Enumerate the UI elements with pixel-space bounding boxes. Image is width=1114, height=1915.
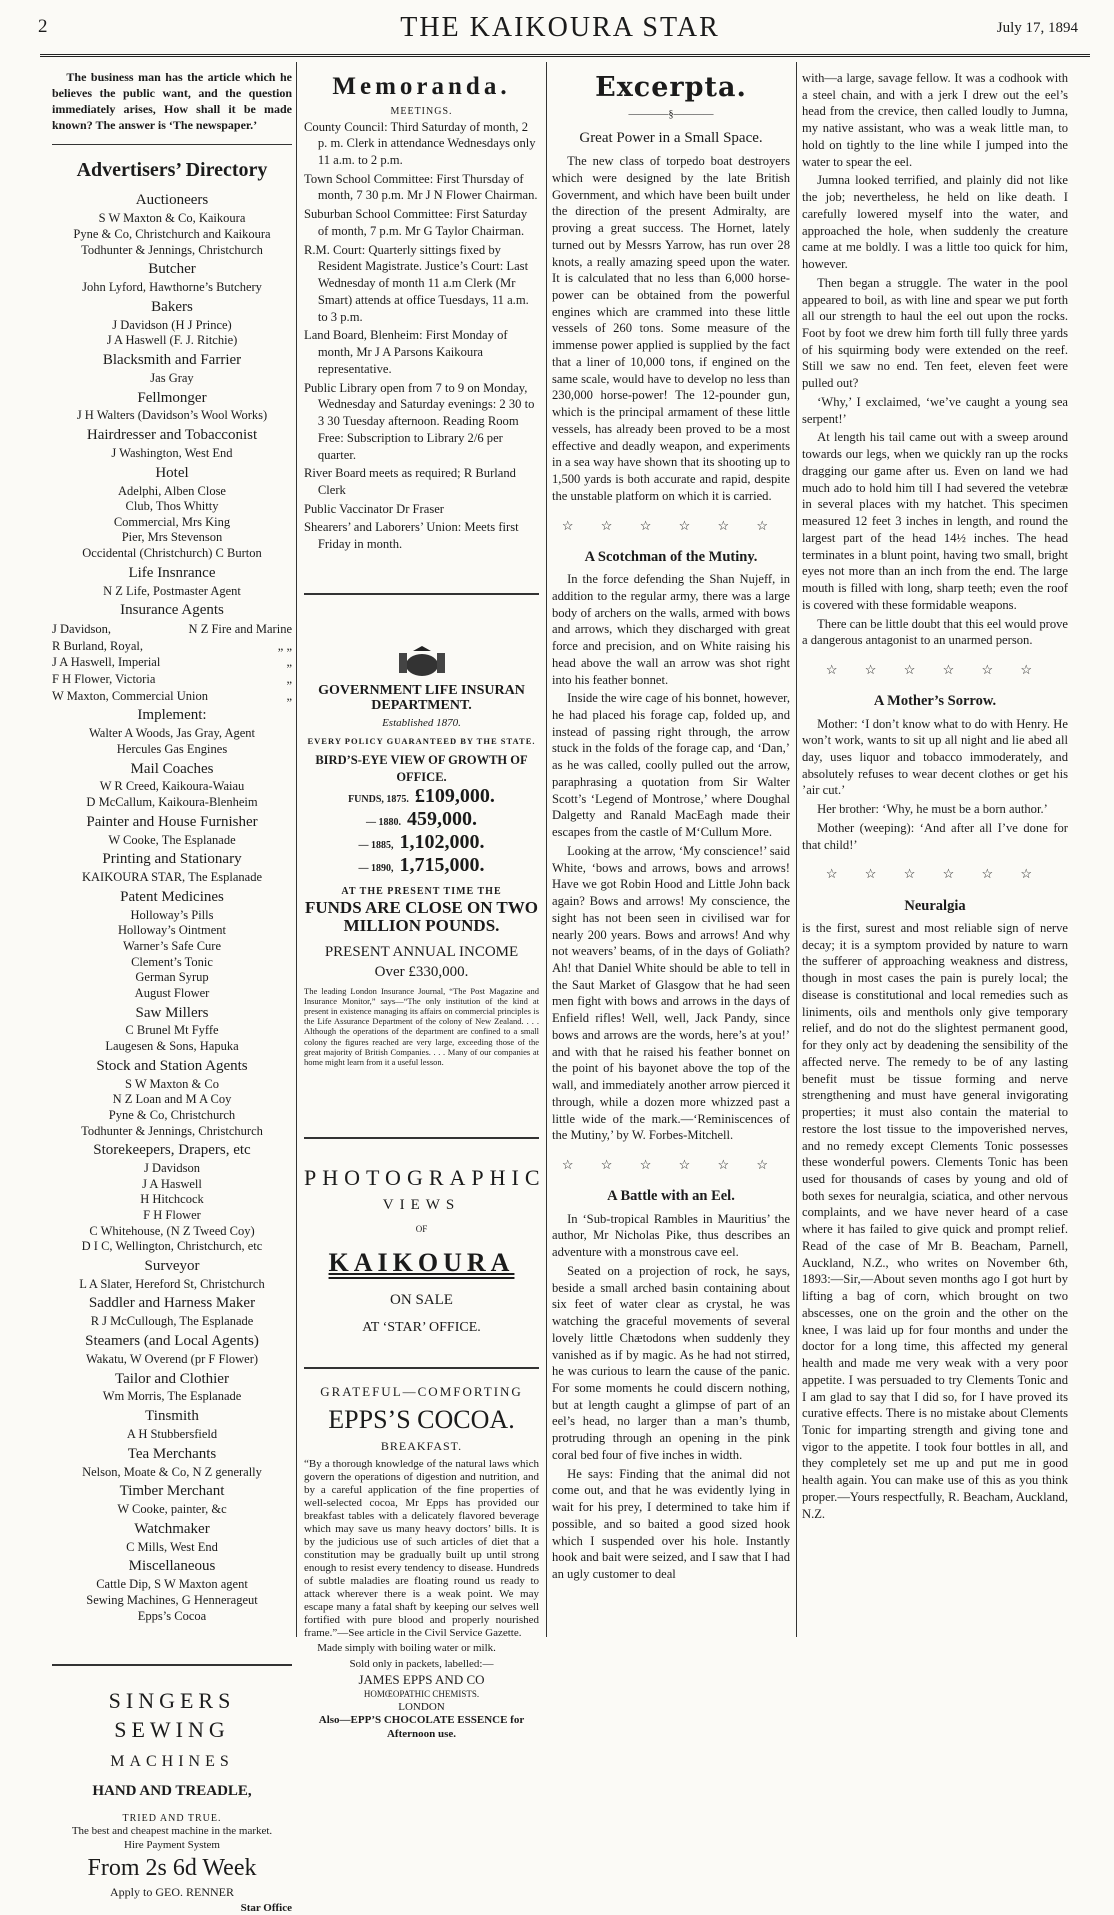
epps-grateful: GRATEFUL—COMFORTING <box>320 1384 523 1400</box>
insurance-agent-company: „ „ <box>277 638 292 653</box>
directory-entry: Epps’s Cocoa <box>137 1608 207 1623</box>
directory-category: Miscellaneous <box>128 1558 216 1575</box>
column-1 <box>52 70 292 1914</box>
article-title: A Mother’s Sorrow. <box>873 693 997 710</box>
directory-entry: Club, Thos Whitty <box>125 499 219 514</box>
coat-of-arms-icon <box>387 645 457 679</box>
directory-entry: D McCallum, Kaikoura-Blenheim <box>86 795 258 810</box>
directory-entry: Wakatu, W Overend (pr F Flower) <box>85 1351 259 1366</box>
stars-divider: ☆ ☆ ☆ ☆ ☆ ☆ <box>561 1157 781 1173</box>
photo-on-sale: ON SALE <box>390 1291 453 1308</box>
directory-category: Hairdresser and Tobacconist <box>86 427 258 444</box>
column-2 <box>304 70 546 1741</box>
gov-guarantee: EVERY POLICY GUARANTEED BY THE STATE. <box>307 736 536 747</box>
directory-entry: Todhunter & Jennings, Christchurch <box>81 242 263 257</box>
newspaper-title: THE KAIKOURA STAR <box>400 12 720 43</box>
directory-entry: Nelson, Moate & Co, N Z generally <box>82 1464 262 1479</box>
directory-category: Steamers (and Local Agents) <box>85 1332 259 1349</box>
divider <box>304 1137 539 1139</box>
directory-entry: Occidental (Christchurch) C Burton <box>82 546 262 561</box>
directory-entry: Walter A Woods, Jas Gray, Agent <box>88 726 256 741</box>
insurance-agent-name: W Maxton, Commercial Union <box>52 688 208 703</box>
article-paragraph: ‘Why,’ I exclaimed, ‘we’ve caught a young sea serpent!’ <box>802 394 1068 426</box>
article-paragraph: In the force defending the Shan Nujeff, in addition to the regular army, there was a large body of archers on the walls, armed with bows and arrows, which they discharged with great force and precision, and on White raising his head above the wall an arrow was shot right into his feather bonnet. <box>552 572 790 687</box>
directory-entry: Pier, Mrs Stevenson <box>121 530 223 545</box>
funds-amount: 1,102,000. <box>399 831 485 854</box>
insurance-agent-row <box>52 671 292 688</box>
epps-firm: JAMES EPPS AND CO <box>358 1672 485 1688</box>
directory-entry: Commercial, Mrs King <box>113 514 231 529</box>
singer-office: Star Office <box>240 1901 292 1914</box>
directory-entry: J Davidson (H J Prince) <box>112 317 232 332</box>
memoranda-list <box>304 119 539 553</box>
intro-paragraph: The business man has the article which he believes the public want, and the question immediately arises, How shall it be made known? The answer is ‘The newspaper.’ <box>52 70 292 132</box>
directory-entry: Pyne & Co, Christchurch and Kaikoura <box>73 226 271 241</box>
directory-entry: C Whitehouse, (N Z Tweed Coy) <box>89 1223 255 1238</box>
directory-entry: Cattle Dip, S W Maxton agent <box>96 1577 248 1592</box>
article-paragraph: Then began a struggle. The water in the pool appeared to boil, as with line and spear we put forth all our strength to haul the eel out upon the rocks. Foot by foot we drew him forth till fully three yards of his squirming body were extended on the reef. Still we saw no end. Ten feet, eleven feet were pulled out? <box>802 275 1068 391</box>
insurance-agent-company: „ <box>286 688 292 703</box>
directory-entry: S W Maxton & Co <box>125 1076 219 1091</box>
epps-sold: Sold only in packets, labelled:— <box>349 1657 494 1670</box>
funds-amount: 459,000. <box>407 808 477 831</box>
article-paragraph: is the first, surest and most reliable sign of nerve decay; it is a symptom provided by nature to warn the sufferer of approaching weakness and distress, though in most cases the pain is purely local; the disease is constitutional and local remedies such as liniments, oils and menthols only give temporary relief, and do not do the slightest permanent good, for they only act by deadening the sensibility of the affected nerve. The remedy to be of any lasting benefit must be tissue forming and nerve strengthening and must have general invigorating properties; it must also contain the material to restore the lost tissue to the impoverished nerves, and no remedy except Clements Tonic possesses these wonderful powers. Clements Tonic has been used for thousands of cases by young and old of both sexes for neuralgia, sciatica, and other nervous complaints, and we have never heard of a case where it has failed to give quick and prompt relief. Read of the case of Mr B. Beacham, Parnell, Auckland, N.Z., who writes on November 6th, 1893:—Sir,—About seven months ago I got hurt by lifting a bag of corn, which brought on two abscesses, one on the groin and the other on the knee, I was laid up for four months and under the doctor for a long time, this affected my general health and made me very weak with a very poor appetite. I was persuaded to try Clements Tonic and I am glad to say that I did so, for I have proved its curative effects. There is no mistake about Clements Tonic for imparting strength and giving tone and vigor to the appetite. I took four bottles in all, and they completely set me up and put me in good health again. You can make use of this as you think proper.—Yours respectfully, R. Beacham, Auckland, N.Z. <box>802 920 1068 1521</box>
photo-office: AT ‘STAR’ OFFICE. <box>362 1319 481 1335</box>
directory-category: Implement: <box>137 707 207 724</box>
epps-chemists: HOMŒOPATHIC CHEMISTS. <box>363 1688 480 1699</box>
directory-entry: R J McCullough, The Esplanade <box>90 1314 254 1329</box>
directory-entry: W R Creed, Kaikoura-Waiau <box>99 779 245 794</box>
article-paragraph: In ‘Sub-tropical Rambles in Mauritius’ the author, Mr Nicholas Pike, thus describes an adventure with a monstrous cave eel. <box>552 1211 790 1260</box>
gov-funds-list <box>304 785 539 877</box>
directory-entry: Todhunter & Jennings, Christchurch <box>81 1123 263 1138</box>
directory-entry: J A Haswell <box>142 1176 202 1191</box>
article-paragraph: with—a large, savage fellow. It was a codhook with a steel chain, and with a jerk I drew out the eel’s head from the crevice, then called loudly to Jumna, my native assistant, who was a weak little man, to hold on tightly to the line while I jumped into the water to spear the eel. <box>802 71 1068 169</box>
directory-category: Butcher <box>148 261 196 278</box>
stars-divider: ☆ ☆ ☆ ☆ ☆ ☆ <box>825 661 1045 677</box>
directory-category: Saddler and Harness Maker <box>88 1295 256 1312</box>
directory-category: Stock and Station Agents <box>96 1057 248 1074</box>
funds-year: FUNDS, 1875. <box>348 794 409 806</box>
column-rule <box>796 62 797 1637</box>
divider <box>52 1664 292 1666</box>
article-paragraph: Inside the wire cage of his bonnet, however, he had placed his forage cap, folded up, and instead of passing right through, the arrow stuck in the folds of the forage cap, and ‘Dan,’ as he was called, coolly pulled out the arrow, paraphrasing a quotation from Sir Walter Scott’s ‘Legend of Montrose,’ where Doughal Dalgetty and Ranald MacEagh made their escapes from the castle of M‘Cullum More. <box>552 691 790 840</box>
meetings-heading: MEETINGS. <box>390 106 453 118</box>
section-separator: ————§———— <box>628 108 714 120</box>
article-paragraph: Mother (weeping): ‘And after all I’ve done for that child!’ <box>802 820 1068 852</box>
funds-amount: 1,715,000. <box>399 854 485 877</box>
article-title: A Scotchman of the Mutiny. <box>584 548 758 565</box>
directory-entry: Pyne & Co, Christchurch <box>108 1107 236 1122</box>
column-4 <box>802 70 1068 1635</box>
directory-entry: Laugesen & Sons, Hapuka <box>105 1039 239 1054</box>
directory-entry: Warner’s Safe Cure <box>122 939 222 954</box>
insurance-agent-row <box>52 638 292 655</box>
memoranda-entry: Public Vaccinator Dr Fraser <box>304 501 445 516</box>
directory-category: Watchmaker <box>134 1520 210 1537</box>
directory-entry: John Lyford, Hawthorne’s Butchery <box>82 280 262 295</box>
memoranda-entry: Town School Committee: First Thursday of month, 7 30 p.m. Mr J N Flower Chairman. <box>304 171 538 203</box>
gov-annual: PRESENT ANNUAL INCOME <box>324 944 519 961</box>
article-paragraph: Jumna looked terrified, and plainly did not like the job; nevertheless, he held on like death. I carefully lowered myself into the water, and approached the hole, when suddenly the creature came at me boldly. I was a little too quick for him, however. <box>802 173 1068 272</box>
photo-title: PHOTOGRAPHIC <box>304 1165 546 1191</box>
column-rule <box>296 62 297 1637</box>
article-paragraph: Mother: ‘I don’t know what to do with Henry. He won’t work, wants to sit up all night and lie abed all day, uses liquor and tobacco immoderately, and absolutely refuses to wear decent clothes or get his ’air cut.’ <box>802 716 1068 798</box>
gov-department: DEPARTMENT. <box>371 698 472 714</box>
singer-tried: TRIED AND TRUE. <box>122 1812 222 1824</box>
funds-row <box>304 831 539 854</box>
directory-entry: Hercules Gas Engines <box>116 741 228 756</box>
article-paragraph: Seated on a projection of rock, he says, beside a small arched basin containing about six feet of water clear as crystal, he was watching the graceful movements of several lovely little Chætodons when suddenly they vanished as if by magic. As he had not stirred, he was curious to learn the cause of the panic. For some moments he could discern nothing, but at length caught a glimpse of part of an eel’s head, no larger than a man’s thumb, protruding through an opening in the pink coral bed four of five inches in width. <box>552 1263 790 1462</box>
directory-entry: F H Flower <box>143 1207 201 1222</box>
directory-entry: S W Maxton & Co, Kaikoura <box>98 211 246 226</box>
singer-advert <box>52 1686 292 1915</box>
memoranda-title: Memoranda. <box>332 73 511 100</box>
insurance-agent-company: N Z Fire and Marine <box>188 622 292 637</box>
directory-category: Bakers <box>151 298 193 315</box>
memoranda-entry: Shearers’ and Laborers’ Union: Meets first Friday in month. <box>304 520 519 552</box>
directory-entry: J A Haswell (F. J. Ritchie) <box>106 333 238 348</box>
directory-category: Patent Medicines <box>120 888 224 905</box>
photo-kaikoura: KAIKOURA <box>328 1248 515 1278</box>
gov-present: AT THE PRESENT TIME THE <box>341 886 502 898</box>
insurance-agent-row <box>52 688 292 705</box>
directory-category: Blacksmith and Farrier <box>102 351 242 368</box>
directory-entry: Holloway’s Ointment <box>118 923 226 938</box>
divider <box>304 1367 539 1369</box>
directory-category: Storekeepers, Drapers, etc <box>93 1142 251 1159</box>
singer-best: The best and cheapest machine in the market. <box>71 1825 273 1838</box>
column-3 <box>552 70 790 1635</box>
memoranda-entry: R.M. Court: Quarterly sittings fixed by Resident Magistrate. Justice’s Court: Last Wednesday of month 11 a.m Clerk (Mr Smart) attends at office Tuesdays, 11 a.m. to 3 p.m. <box>304 242 529 324</box>
directory-title: Advertisers’ Directory <box>76 158 268 181</box>
directory-category: Timber Merchant <box>119 1483 225 1500</box>
page-number: 2 <box>38 16 48 37</box>
stars-divider: ☆ ☆ ☆ ☆ ☆ ☆ <box>825 866 1045 882</box>
directory-entry: Clement’s Tonic <box>131 954 213 969</box>
directory-category: Insurance Agents <box>120 602 224 619</box>
funds-row <box>304 808 539 831</box>
excerpta-title: Excerpta. <box>595 72 747 103</box>
directory-category: Printing and Stationary <box>102 851 242 868</box>
singer-title: SINGERS SEWING <box>108 1688 236 1743</box>
directory-entry: N Z Loan and M A Coy <box>112 1092 232 1107</box>
government-insurance-advert <box>304 645 539 1067</box>
epps-london: LONDON <box>398 1700 445 1713</box>
directory-category: Auctioneers <box>135 192 209 209</box>
article-title: Great Power in a Small Space. <box>579 130 763 147</box>
funds-year: — 1890, <box>358 863 394 875</box>
directory-entry: Jas Gray <box>150 370 194 385</box>
epps-cocoa-advert <box>304 1383 539 1741</box>
insurance-agent-company: „ <box>286 672 292 687</box>
issue-date: July 17, 1894 <box>996 20 1078 36</box>
memoranda-entry: Land Board, Blenheim: First Monday of month, Mr J A Parsons Kaikoura representative. <box>304 328 508 376</box>
directory-list <box>52 706 292 1624</box>
article-title: Neuralgia <box>904 897 966 914</box>
funds-row <box>304 854 539 877</box>
directory-category: Tinsmith <box>145 1408 199 1425</box>
directory-entry: Wm Morris, The Esplanade <box>102 1389 242 1404</box>
directory-entry: J Davidson <box>144 1161 200 1176</box>
article-paragraph: He says: Finding that the animal did not come out, and that he was evidently lying in wait for his prey, I determined to take him if possible, and so baited a good sized hook which I suspended over his hole. Instantly hook and bait were seized, and I saw that I had an ugly customer to deal <box>552 1466 790 1582</box>
directory-entry: C Brunel Mt Fyffe <box>125 1023 219 1038</box>
directory-category: Fellmonger <box>137 389 207 406</box>
stars-divider: ☆ ☆ ☆ ☆ ☆ ☆ <box>561 517 781 533</box>
memoranda-entry: Public Library open from 7 to 9 on Monday, Wednesday and Saturday evenings: 2 30 to 3 30 Tuesday afternoon. Reading Room Free: Subscription to Library 2/6 per quarter. <box>304 380 535 462</box>
epps-title: EPPS’S COCOA. <box>328 1404 515 1434</box>
epps-breakfast: BREAKFAST. <box>380 1439 463 1454</box>
singer-apply: Apply to GEO. RENNER <box>110 1884 234 1899</box>
funds-amount: £109,000. <box>414 785 495 808</box>
directory-category: Tailor and Clothier <box>115 1370 229 1387</box>
directory-entry: German Syrup <box>135 970 209 985</box>
directory-category: Saw Millers <box>135 1004 209 1021</box>
directory-entry: L A Slater, Hereford St, Christchurch <box>79 1276 265 1291</box>
directory-category: Tea Merchants <box>127 1445 217 1462</box>
gov-established: Established 1870. <box>382 716 461 729</box>
memoranda-entry: County Council: Third Saturday of month, 2 p. m. Clerk in attendance Wednesdays only 11 a.m. to 2 p.m. <box>304 119 536 168</box>
funds-row <box>304 785 539 808</box>
directory-list <box>52 191 292 599</box>
insurance-agent-name: J Davidson, <box>52 622 112 637</box>
masthead-rule <box>40 54 1090 57</box>
masthead <box>30 6 1090 44</box>
directory-entry: Sewing Machines, G Hennerageut <box>86 1592 258 1607</box>
directory-entry: C Mills, West End <box>126 1539 218 1554</box>
directory-entry: N Z Life, Postmaster Agent <box>103 583 241 598</box>
article-paragraph: At length his tail came out with a sweep around towards our legs, when we quickly ran up the rocks dragging our game after us. Even on land we had much ado to hold him till I had severed the vetebræ in several places with my hatchet. This specimen measured 12 feet 3 inches in length, and round the largest part of the head 14½ inches. The head terminates in a blunt point, having two small, bright eyes not more than an inch from the end. The large mouth is filled with long, sharp teeth; even the roof is covered with these formidable weapons. <box>802 430 1068 612</box>
epps-body: “By a thorough knowledge of the natural laws which govern the operations of digestion and nutrition, and by a careful application of the fine properties of well-selected cocoa, Mr Epps has provided our breakfast tables with a delicately flavored beverage which may save us many heavy doctors’ bills. It is by the judicious use of such articles of diet that a constitution may be gradually built up until strong enough to resist every tendency to disease. Hundreds of subtle maladies are floating round us ready to attack wherever there is a weak point. We may escape many a fatal shaft by keeping our selves well fortified with pure blood and properly nourished frame.”—See article in the Civil Service Gazette. <box>304 1458 539 1639</box>
directory-category: Surveyor <box>144 1257 200 1274</box>
divider <box>304 593 539 595</box>
epps-made: Made simply with boiling water or milk. <box>317 1641 496 1654</box>
photo-views: VIEWS <box>382 1197 461 1214</box>
gov-over: Over £330,000. <box>374 964 469 981</box>
directory-entry: D I C, Wellington, Christchurch, etc <box>81 1239 263 1254</box>
column-rule <box>546 62 547 1637</box>
directory-entry: Adelphi, Alben Close <box>118 483 226 498</box>
memoranda-entry: River Board meets as required; R Burland Clerk <box>304 466 516 497</box>
insurance-agent-name: J A Haswell, Imperial <box>52 655 161 670</box>
directory-entry: A H Stubbersfield <box>126 1427 218 1442</box>
article-paragraph: There can be little doubt that this eel would prove a dangerous antagonist to an unarmed person. <box>802 616 1068 648</box>
singer-hand-treadle: HAND AND TREADLE, <box>92 1782 252 1799</box>
insurance-agent-row <box>52 621 292 638</box>
photo-of: OF <box>415 1224 428 1235</box>
article-paragraph: The new class of torpedo boat destroyers which were designed by the late British Government, and which have been built under the direction of the present Admiralty, are proving a great success. The Hornet, lately turned out by Messrs Yarrow, has run over 28 knots, a really amazing speed upon the water. It is calculated that no less than 6,000 horse-power can be obtained from the powerful engines which are crammed into these little vessels of 260 tons. Some measure of the immense power applied is supplied by the fact that a liner of 10,000 tons, if engined on the same scale, would have to develop no less than 230,000 horse-power! The 12-pounder gun, which is the principal armament of these little vessels, has already been proved to be a most effective and deadly weapon, and experiments in a sea way have shown that its shooting up to 1,500 yards is both accurate and rapid, despite the unstable platform on which it is carried. <box>552 154 790 503</box>
article-title: A Battle with an Eel. <box>607 1188 735 1205</box>
directory-entry: W Cooke, The Esplanade <box>108 832 236 847</box>
directory-category: Mail Coaches <box>130 760 214 777</box>
insurance-agent-name: R Burland, Royal, <box>52 638 143 653</box>
insurance-agents-list <box>52 621 292 704</box>
directory-entry: W Cooke, painter, &c <box>117 1502 227 1517</box>
memoranda-entry: Suburban School Committee: First Saturday of month, 7 p.m. Mr G Taylor Chairman. <box>304 207 528 238</box>
funds-year: — 1880. <box>366 817 401 829</box>
insurance-agent-company: „ <box>286 655 292 670</box>
funds-year: — 1885, <box>358 840 394 852</box>
epps-also: Also—EPP’S CHOCOLATE ESSENCE for Afternoon use. <box>318 1714 525 1741</box>
article-paragraph: Her brother: ‘Why, he must be a born author.’ <box>817 802 1048 817</box>
singer-hire: Hire Payment System <box>124 1838 220 1851</box>
photographic-advert <box>304 1163 546 1337</box>
singer-price: From 2s 6d Week <box>87 1854 257 1881</box>
directory-category: Painter and House Furnisher <box>86 813 258 830</box>
divider <box>52 144 292 145</box>
directory-entry: KAIKOURA STAR, The Esplanade <box>82 870 262 885</box>
directory-category: Hotel <box>155 464 189 481</box>
article-paragraph: Looking at the arrow, ‘My conscience!’ said White, ‘bows and arrows, bows and arrows! Have we got Robin Hood and Little John back again? Bows and arrows! My conscience, the sight has not been seen in civilised war for nearly 200 years. Bows and arrows! And why not weavers’ beams, of in the days of Goliath? Ah! that Daniel White should be able to tell in the Saut Market of Glasgow that he had seen men fight with bows and arrows in the days of Enfield rifles! Well, well, Jack Pandy, since bows and arrows are the words, here’s at you!’ and with that he raised his feather bonnet on the point of his bayonet above the top of the wall, and immediately another arrow pierced it through, while a dozen more whizzed past a little wide of the mark.—‘Reminiscences of the Mutiny,’ by W. Forbes-Mitchell. <box>552 843 790 1143</box>
directory-entry: August Flower <box>134 985 210 1000</box>
insurance-agent-row <box>52 654 292 671</box>
gov-birds-eye: BIRD’S-EYE VIEW OF GROWTH OF OFFICE. <box>315 752 528 784</box>
singer-machines: MACHINES <box>110 1752 234 1770</box>
insurance-agent-name: F H Flower, Victoria <box>52 672 156 687</box>
directory-entry: H Hitchcock <box>140 1192 204 1207</box>
gov-title: GOVERNMENT LIFE INSURAN <box>318 682 525 698</box>
directory-entry: J Washington, West End <box>111 446 233 461</box>
gov-quote: The leading London Insurance Journal, “The Post Magazine and Insurance Monitor,” says—“The only institution of the kind at present in existence managing its affairs on commercial principles is the Life Assurance Department of the colony of New Zealand. . . . Although the operations of the department are confined to a small colony the figures reached are very large, exceeding those of the great majority of British Companies. . . . Many of our companies at home might learn from it a useful lesson. <box>304 985 539 1067</box>
directory-entry: Holloway’s Pills <box>130 907 214 922</box>
directory-category: Life Insnrance <box>128 564 216 581</box>
gov-close: FUNDS ARE CLOSE ON TWO MILLION POUNDS. <box>304 897 538 936</box>
directory-entry: J H Walters (Davidson’s Wool Works) <box>76 408 268 423</box>
